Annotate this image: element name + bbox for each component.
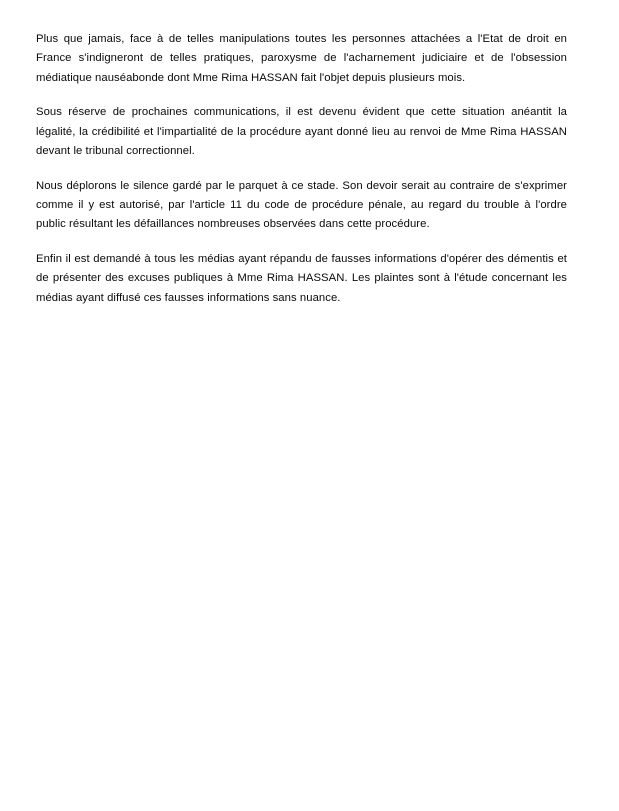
paragraph: Enfin il est demandé à tous les médias ayant répandu de fausses informations d'opérer des démentis et de présenter des excuses publiques à Mme Rima HASSAN. Les plaintes sont à l'étude concernant les médias ayant diffusé ces fausses informations sans nuance.	[36, 252, 567, 304]
paragraph: Plus que jamais, face à de telles manipulations toutes les personnes attachées a l'Etat de droit en France s'indigneront de telles pratiques, paroxysme de l'acharnement judiciaire et de l'obsession médiatique nauséabonde dont Mme Rima HASSAN fait l'objet depuis plusieurs mois.	[36, 33, 567, 84]
paragraph: Nous déplorons le silence gardé par le parquet à ce stade. Son devoir serait au contraire de s'exprimer comme il y est autorisé, par l'article 11 du code de procédure pénale, au regard du trouble à l'ordre public résultant les défaillances nombreuses observées dans cette procédure.	[36, 179, 567, 231]
document-body	[36, 24, 567, 308]
paragraph: Sous réserve de prochaines communications, il est devenu évident que cette situation anéantit la légalité, la crédibilité et l'impartialité de la procédure ayant donné lieu au renvoi de Mme Rima HASSAN devant le tribunal correctionnel.	[36, 106, 567, 158]
